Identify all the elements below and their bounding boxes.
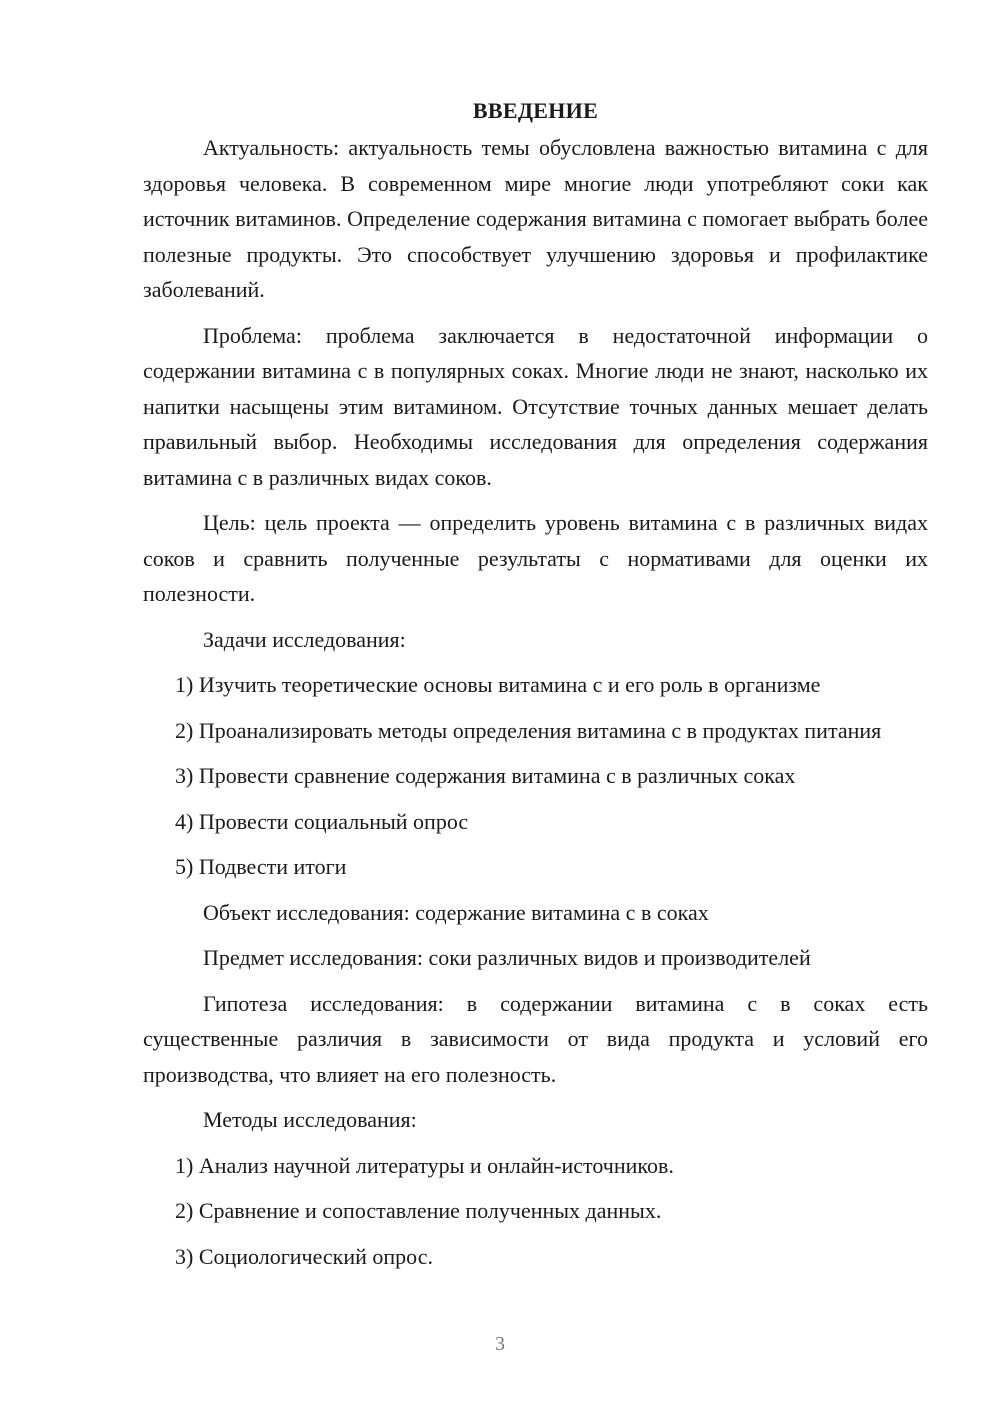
goal-paragraph: Цель: цель проекта — определить уровень витамина с в различных видах соков и сравнить полученные результаты с нормативами для оценки их полезности. xyxy=(143,510,928,606)
task-item: 3) Провести сравнение содержания витамина с в различных соках xyxy=(175,763,796,788)
method-item: 2) Сравнение и сопоставление полученных данных. xyxy=(175,1198,662,1223)
page-number: 3 xyxy=(495,1333,505,1355)
problem-paragraph: Проблема: проблема заключается в недостаточной информации о содержании витамина с в популярных соках. Многие люди не знают, насколько их напитки насыщены этим витамином. Отсутствие точных данных мешает делать правильный выбор. Необходимы исследования для определения содержания витамина с в различных видах соков. xyxy=(143,322,928,490)
task-item: 2) Проанализировать методы определения витамина с в продуктах питания xyxy=(175,717,882,743)
object-paragraph: Объект исследования: содержание витамина с в соках xyxy=(203,899,709,925)
hypothesis-paragraph: Гипотеза исследования: в содержании витамина с в соках есть существенные различия в зависимости от вида продукта и условий его производства, что влияет на его полезность. xyxy=(143,990,928,1087)
method-item: 1) Анализ научной литературы и онлайн-источников. xyxy=(175,1152,674,1178)
task-item: 1) Изучить теоретические основы витамина с и его роль в организме xyxy=(175,672,821,697)
task-item: 5) Подвести итоги xyxy=(175,854,347,879)
subject-paragraph: Предмет исследования: соки различных видов и производителей xyxy=(203,945,811,970)
document-page xyxy=(143,96,928,1284)
relevance-paragraph: Актуальность: актуальность темы обусловлена важностью витамина с для здоровья человека. В современном мире многие люди употребляют соки как источник витаминов. Определение содержания витамина с помогает выбрать более полезные продукты. Это способствует улучшению здоровья и профилактике заболеваний. xyxy=(143,135,928,302)
task-item: 4) Провести социальный опрос xyxy=(175,808,469,834)
method-item: 3) Социологический опрос. xyxy=(175,1243,433,1269)
tasks-heading: Задачи исследования: xyxy=(203,626,406,652)
section-title: ВВЕДЕНИЕ xyxy=(472,98,599,123)
methods-heading: Методы исследования: xyxy=(203,1107,417,1132)
